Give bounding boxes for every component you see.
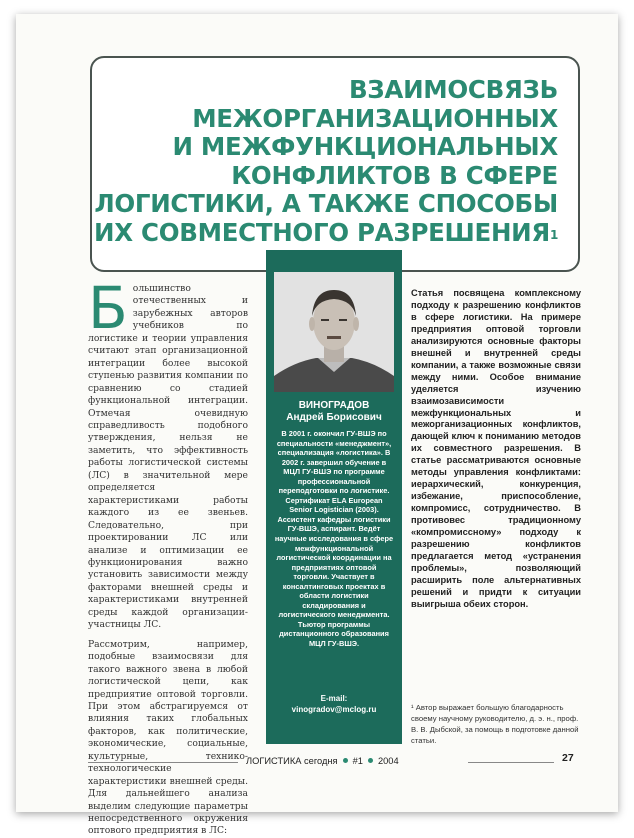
magazine-page (16, 14, 618, 837)
author-name (266, 400, 402, 424)
article-title (88, 76, 558, 247)
footnote: ¹ Автор выражает большую благодарность своему научному руководителю, д. э. н., проф. В. В. Дыбской, за помощь в подготовке данной статьи. (411, 703, 579, 745)
author-photo (274, 272, 394, 392)
body-column-left (88, 274, 248, 838)
email-label: E-mail: (320, 694, 348, 703)
title-frame (90, 56, 580, 272)
bullet-dot-icon (368, 758, 373, 763)
issue-number: #1 (352, 756, 363, 766)
article-abstract: Статья посвящена комплексному подходу к разрешению конфликтов в сфере логистики. На примере предприятия оптовой торговли анализируются основные факторы внешней и внутренней среды компании, а также возможные связи между ними. Особое внимание уделяется изучению взаимозависимости межфункциональных и межорганизационных конфликтов, дающей ключ к пониманию методов их совместного разрешения. В статье рассматриваются основные методы управления конфликтами: иерархический, конкуренция, избежание, приспособление, компромисс, сотрудничество. В противовес традиционному «компромиссному» подходу к разрешению конфликтов предлагается метод «устранения проблемы», позволяющий расширить поле альтернативных решений и придти к ситуации выигрыша обеих сторон. (411, 288, 581, 609)
title-line: МЕЖОРГАНИЗАЦИОННЫХ (192, 103, 558, 133)
title-last-line: ИХ СОВМЕСТНОГО РАЗРЕШЕНИЯ (94, 217, 550, 247)
title-footnote-mark: 1 (549, 227, 558, 242)
title-line: КОНФЛИКТОВ В СФЕРЕ (231, 160, 558, 190)
author-email: vinogradov@mclog.ru (291, 704, 377, 714)
issue-year: 2004 (377, 756, 399, 766)
footer (246, 756, 399, 766)
body-paragraph-text: ольшинство отечественных и зарубежных авторов учебников по логистике и теории управления считают этап организационной интеграции более высокой ступенью развития компании по сравнению со стадией функциональной интеграции. Отмечая очевидную справедливость подобного утверждения, нельзя не заметить, что эффективность работы логистической системы (ЛС) в значительной мере определяется характеристиками работы каждого из ее звеньев. Следовательно, при проектировании ЛС или анализе и оптимизации ее функционирования важно установить зависимости между факторами внешней среды и характеристиками внутренней среды каждой организации-участницы ЛС. (88, 283, 248, 631)
author-bio-text: В 2001 г. окончил ГУ-ВШЭ по специальности «менеджмент», специализация «логистика». В 2002 г. завершил обучение в МЦЛ ГУ-ВШЭ по программе профессиональной переподготовки по логистике. Сертификат ELA European Senior Logistician (2003). Ассистент кафедры логистики ГУ-ВШЭ, аспирант. Ведёт научные исследования в сфере межфункциональной логистической координации на предприятиях оптовой торговли. Участвует в консалтинговых проектах в области логистики складирования и логистического менеджмента. Тьютор программы дистанционного образования МЦЛ ГУ-ВШЭ. (274, 429, 394, 649)
author-bio-panel (266, 250, 402, 744)
body-paragraph: Рассмотрим, например, подобные взаимосвязи для такого важного звена в любой логистической цепи, как предприятие оптовой торговли. При этом абстрагируемся от влияния таких глобальных факторов, как политические, экономические, социальные, культурные, технико-технологические характеристики внешней среды. Для дальнейшего анализа выделим следующие параметры непосредственного окружения оптового предприятия в ЛС: (88, 638, 248, 837)
title-line: ЛОГИСТИКИ, А ТАКЖЕ СПОСОБЫ (94, 189, 558, 218)
footer-rule-left (88, 762, 238, 763)
footer-rule-right (468, 762, 554, 763)
body-paragraph (88, 274, 248, 632)
bullet-dot-icon (343, 758, 348, 763)
journal-name: ЛОГИСТИКА сегодня (246, 756, 338, 766)
title-line (88, 219, 558, 248)
page-number: 27 (562, 752, 574, 764)
drop-cap: Б (88, 274, 128, 342)
title-line: ВЗАИМОСВЯЗЬ (348, 75, 558, 104)
title-line: И МЕЖФУНКЦИОНАЛЬНЫХ (172, 132, 558, 161)
author-email-block (266, 694, 402, 715)
author-surname: ВИНОГРАДОВ (298, 400, 370, 411)
author-given-names: Андрей Борисович (286, 412, 382, 423)
